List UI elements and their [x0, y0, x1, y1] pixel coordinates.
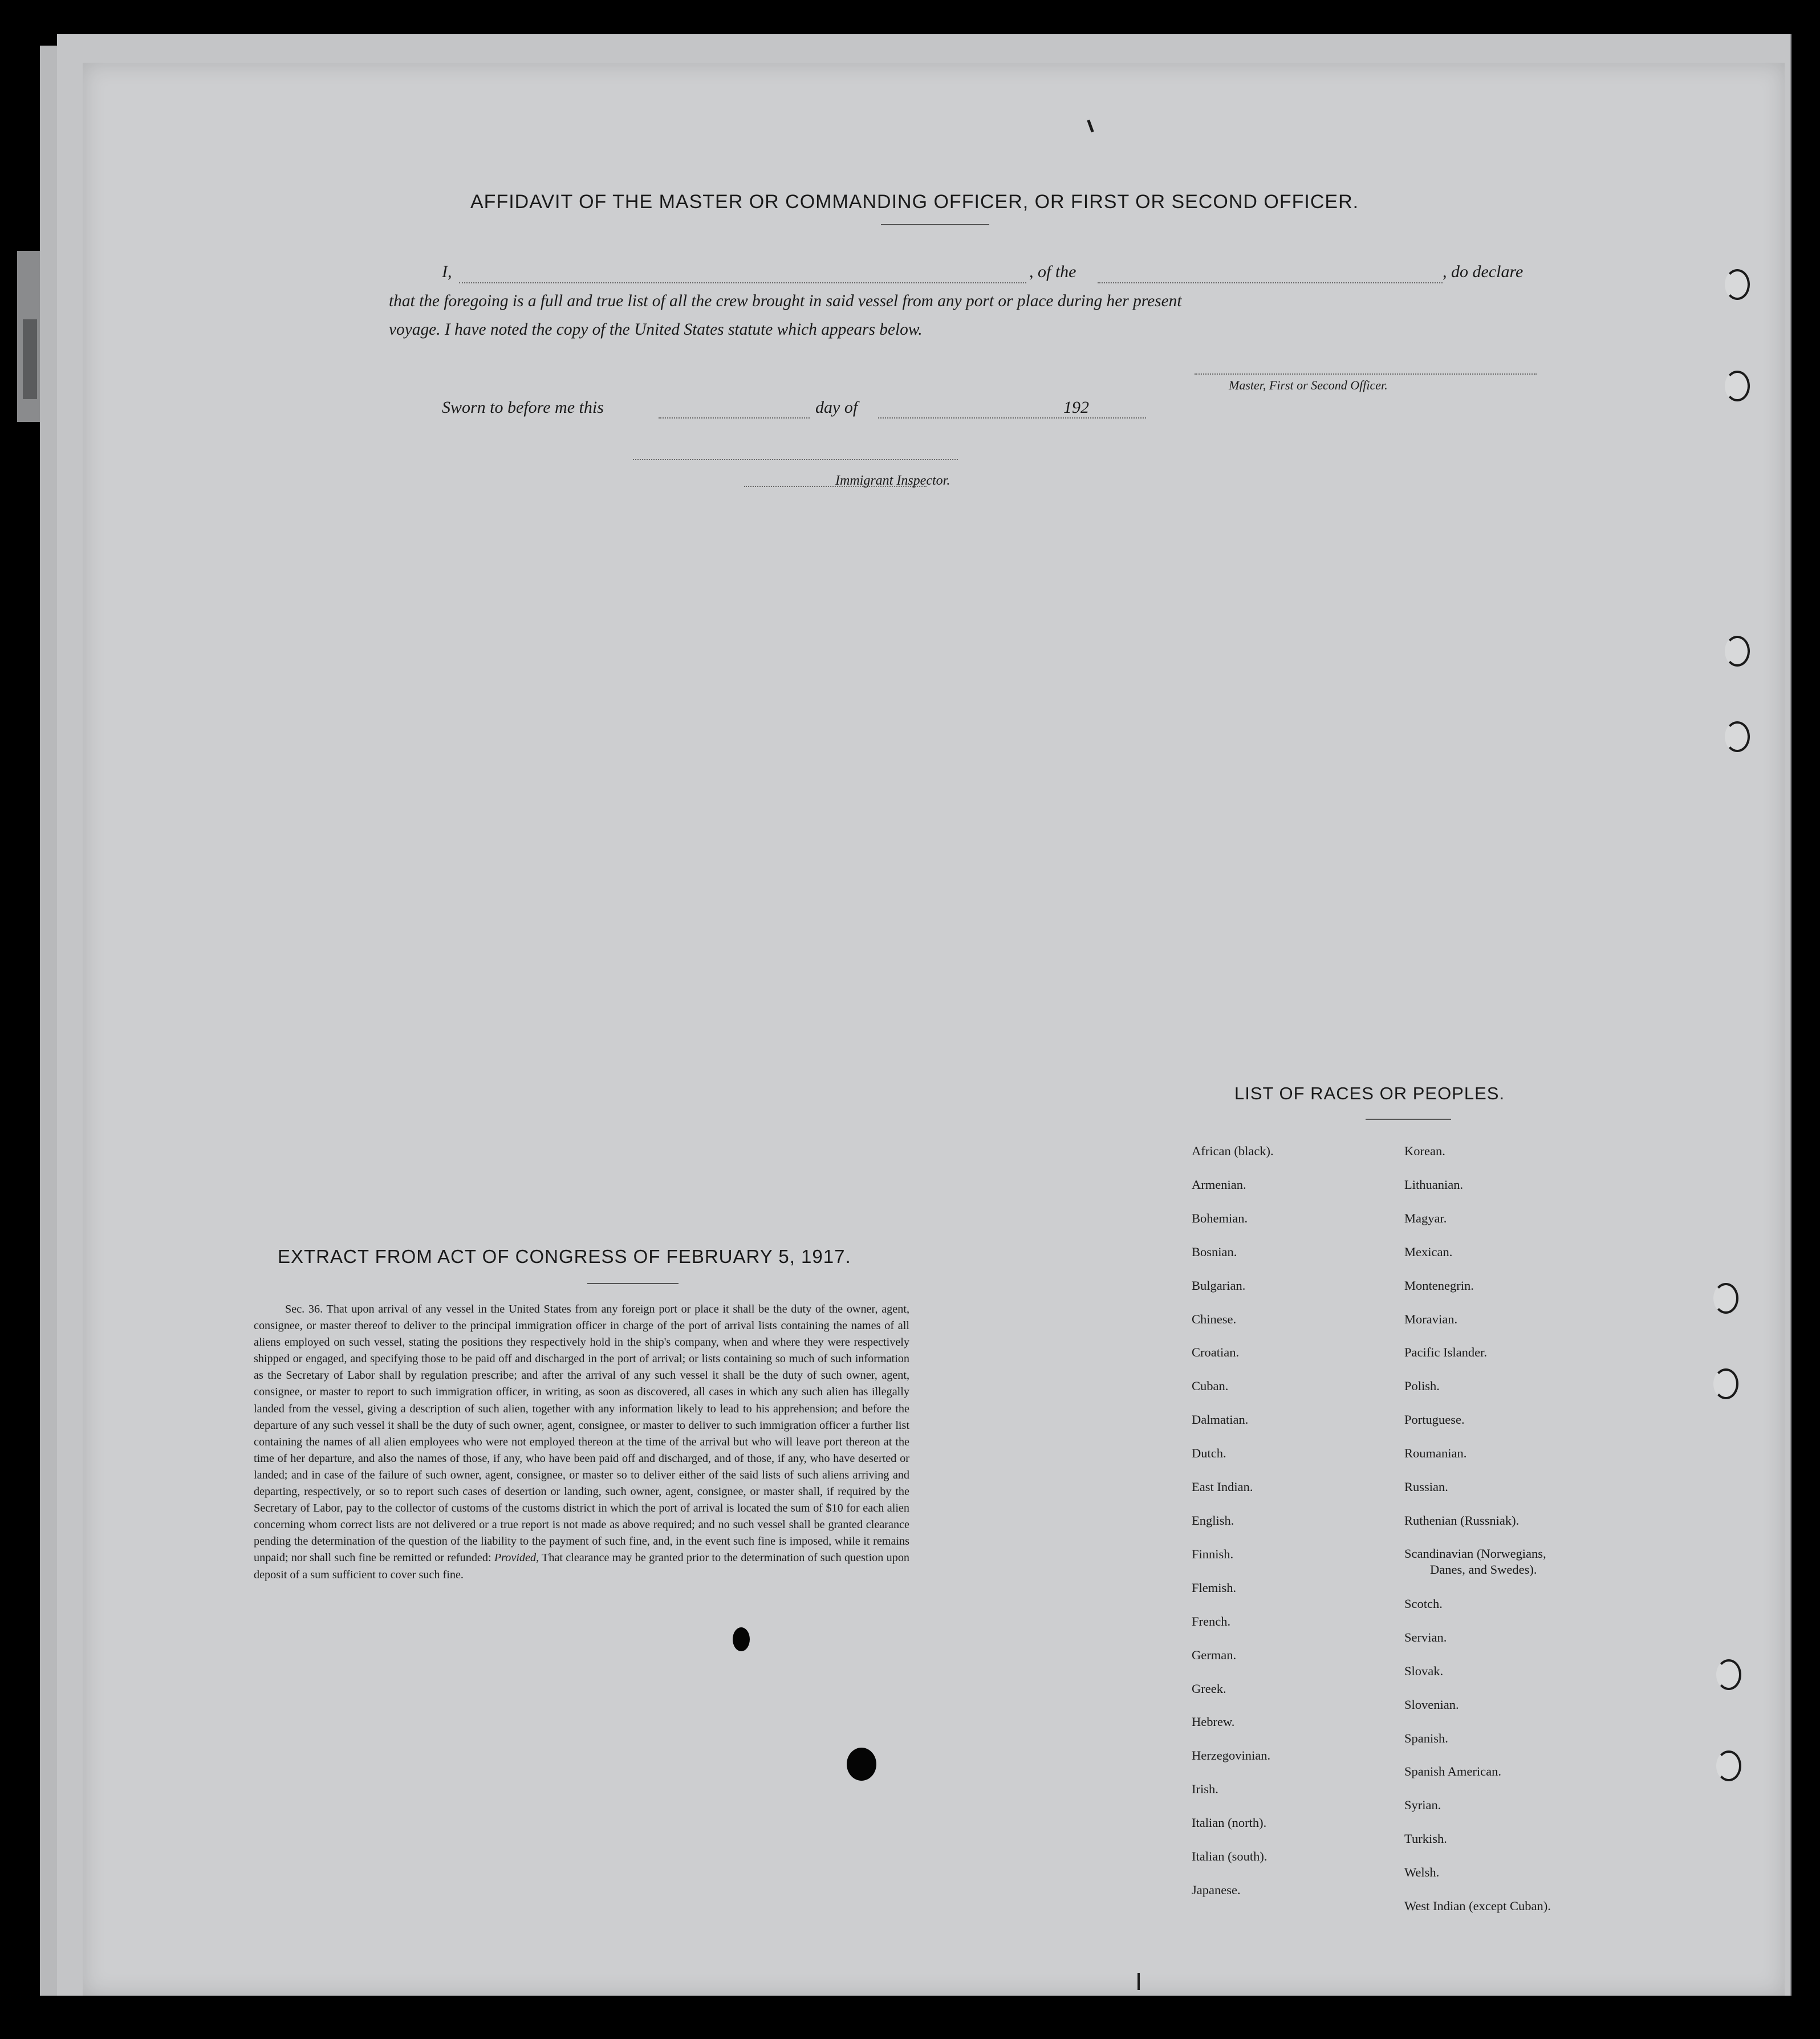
race-item: Flemish.	[1192, 1580, 1237, 1595]
race-item: Spanish American.	[1404, 1764, 1501, 1779]
punch-hole-icon	[1725, 269, 1750, 300]
race-item: Polish.	[1404, 1379, 1440, 1394]
manifest-page	[83, 63, 1785, 1996]
affidavit-i: I,	[442, 262, 452, 281]
ink-blot	[733, 1627, 750, 1651]
race-item: Servian.	[1404, 1630, 1447, 1644]
vessel-blank	[1098, 282, 1443, 283]
race-item: Bosnian.	[1192, 1244, 1237, 1259]
left-edge-shadow	[23, 319, 37, 399]
race-item: Spanish.	[1404, 1731, 1448, 1745]
races-column-2	[1404, 1135, 1551, 1923]
statute-paragraph	[254, 1301, 909, 1583]
race-item: Scotch.	[1404, 1596, 1443, 1611]
races-divider	[1366, 1119, 1451, 1120]
punch-hole-icon	[1713, 1283, 1738, 1314]
inspector-caption: Immigrant Inspector.	[835, 473, 950, 488]
race-item: Turkish.	[1404, 1831, 1447, 1846]
race-item: German.	[1192, 1647, 1237, 1662]
race-item: Russian.	[1404, 1480, 1448, 1494]
race-item: Montenegrin.	[1404, 1278, 1474, 1293]
race-item: African (black).	[1192, 1144, 1274, 1158]
race-item: West Indian (except Cuban).	[1404, 1899, 1551, 1914]
punch-hole-icon	[1725, 371, 1750, 401]
race-item: Italian (south).	[1192, 1849, 1268, 1864]
name-blank	[459, 282, 1026, 283]
race-item: Italian (north).	[1192, 1815, 1267, 1830]
race-item: Roumanian.	[1404, 1446, 1467, 1461]
race-item	[1404, 1546, 1551, 1578]
race-item: Lithuanian.	[1404, 1177, 1464, 1192]
race-item: French.	[1192, 1614, 1231, 1628]
punch-hole-icon	[1716, 1659, 1741, 1690]
master-signature-line	[1195, 373, 1537, 375]
extract-divider	[587, 1283, 679, 1284]
stray-mark	[1138, 1973, 1140, 1990]
sworn-text: Sworn to before me this	[442, 398, 604, 417]
punch-hole-icon	[1725, 721, 1750, 752]
race-item: Herzegovinian.	[1192, 1748, 1271, 1763]
race-item: Chinese.	[1192, 1311, 1237, 1326]
day-of-text: day of	[815, 398, 858, 417]
race-item: Pacific Islander.	[1404, 1345, 1487, 1360]
race-item: Mexican.	[1404, 1244, 1453, 1259]
race-item: Japanese.	[1192, 1882, 1241, 1897]
race-item: Ruthenian (Russniak).	[1404, 1513, 1520, 1528]
race-item-continuation: Danes, and Swedes).	[1430, 1562, 1537, 1577]
inspector-signature-line	[633, 459, 958, 460]
affidavit-of-the: , of the	[1029, 262, 1076, 281]
sworn-month-blank	[878, 417, 1146, 419]
race-item: Cuban.	[1192, 1379, 1229, 1394]
race-item: Greek.	[1192, 1681, 1226, 1696]
race-item: Slovenian.	[1404, 1697, 1459, 1712]
races-title: LIST OF RACES OR PEOPLES.	[1234, 1083, 1505, 1103]
race-item: Hebrew.	[1192, 1715, 1235, 1729]
race-item: Croatian.	[1192, 1345, 1240, 1360]
extract-title: EXTRACT FROM ACT OF CONGRESS OF FEBRUARY 5, 1917.	[278, 1246, 851, 1267]
race-item: Dutch.	[1192, 1446, 1226, 1461]
race-item: Syrian.	[1404, 1798, 1441, 1813]
race-item-text: Scandinavian (Norwegians,	[1404, 1546, 1546, 1561]
race-item: Irish.	[1192, 1782, 1218, 1797]
race-item: Finnish.	[1192, 1546, 1234, 1561]
race-item: East Indian.	[1192, 1480, 1253, 1494]
race-item: Portuguese.	[1404, 1412, 1465, 1427]
affidavit-do-declare: , do declare	[1443, 262, 1524, 281]
race-item: Slovak.	[1404, 1663, 1444, 1678]
affidavit-line-2: that the foregoing is a full and true list of all the crew brought in said vessel from any port or place during her present	[389, 292, 1182, 310]
sworn-day-blank	[659, 417, 810, 419]
year-prefix: 192	[1063, 398, 1089, 417]
stray-mark	[1087, 120, 1094, 132]
statute-provided: Provided,	[494, 1551, 539, 1565]
statute-body-end: That clearance may be granted prior to the determination of such question upon deposit of a sum sufficient to cover such fine.	[254, 1551, 910, 1581]
title-divider	[881, 224, 989, 225]
race-item: Armenian.	[1192, 1177, 1246, 1192]
race-item: Korean.	[1404, 1144, 1445, 1158]
race-item: Magyar.	[1404, 1211, 1447, 1225]
affidavit-line-3: voyage. I have noted the copy of the United States statute which appears below.	[389, 320, 923, 339]
race-item: Bohemian.	[1192, 1211, 1248, 1225]
affidavit-title: AFFIDAVIT OF THE MASTER OR COMMANDING OFFICER, OR FIRST OR SECOND OFFICER.	[470, 191, 1359, 213]
race-item: Welsh.	[1404, 1865, 1440, 1880]
races-column-1	[1192, 1135, 1274, 1907]
race-item: Moravian.	[1404, 1311, 1458, 1326]
race-item: Dalmatian.	[1192, 1412, 1249, 1427]
master-caption: Master, First or Second Officer.	[1229, 378, 1388, 392]
punch-hole-icon	[1725, 636, 1750, 667]
race-item: English.	[1192, 1513, 1234, 1528]
race-item: Bulgarian.	[1192, 1278, 1246, 1293]
punch-hole-icon	[1716, 1750, 1741, 1781]
statute-body: Sec. 36. That upon arrival of any vessel in the United States from any foreign port or place it shall be the duty of the owner, agent, consignee, or master thereof to deliver to the principal immigration officer in charge of the port of arrival lists containing the names of all aliens employed on such vessel, stating the positions they respectively hold in the ship's company, when and where they were respectively shipped or engaged, and specifying those to be paid off and discharged in the port of arrival; or lists containing so much of such information as the Secretary of Labor shall by regulation prescribe; and after the arrival of any such vessel it shall be the duty of such owner, agent, consignee, or master to report to such immigration officer, in writing, as soon as discovered, all cases in which any such alien has illegally landed from the vessel, giving a description of such alien, together with any information likely to lead to his apprehension; and before the departure of any such vessel it shall be the duty of such owner, agent, consignee, or master to deliver to such immigration officer a further list containing the names of all alien employees who were not employed thereon at the time of the arrival but who will leave port thereon at the time of her departure, and also the names of those, if any, who have been paid off and discharged, and of those, if any, who have deserted or landed; and in case of the failure of such owner, agent, consignee, or master so to deliver either of the said lists of such aliens arriving and departing, respectively, or so to report such cases of desertion or landing, such owner, agent, consignee, or master shall, if required by the Secretary of Labor, pay to the collector of customs of the customs district in which the port of arrival is located the sum of $10 for each alien concerning whom correct lists are not delivered or a true report is not made as above required; and no such vessel shall be granted clearance pending the determination of the question of the liability to the payment of such fine, and, in the event such fine is imposed, while it remains unpaid; nor shall such fine be remitted or refunded:	[254, 1303, 909, 1565]
punch-hole-icon	[1713, 1368, 1738, 1399]
ink-blot	[847, 1748, 876, 1781]
